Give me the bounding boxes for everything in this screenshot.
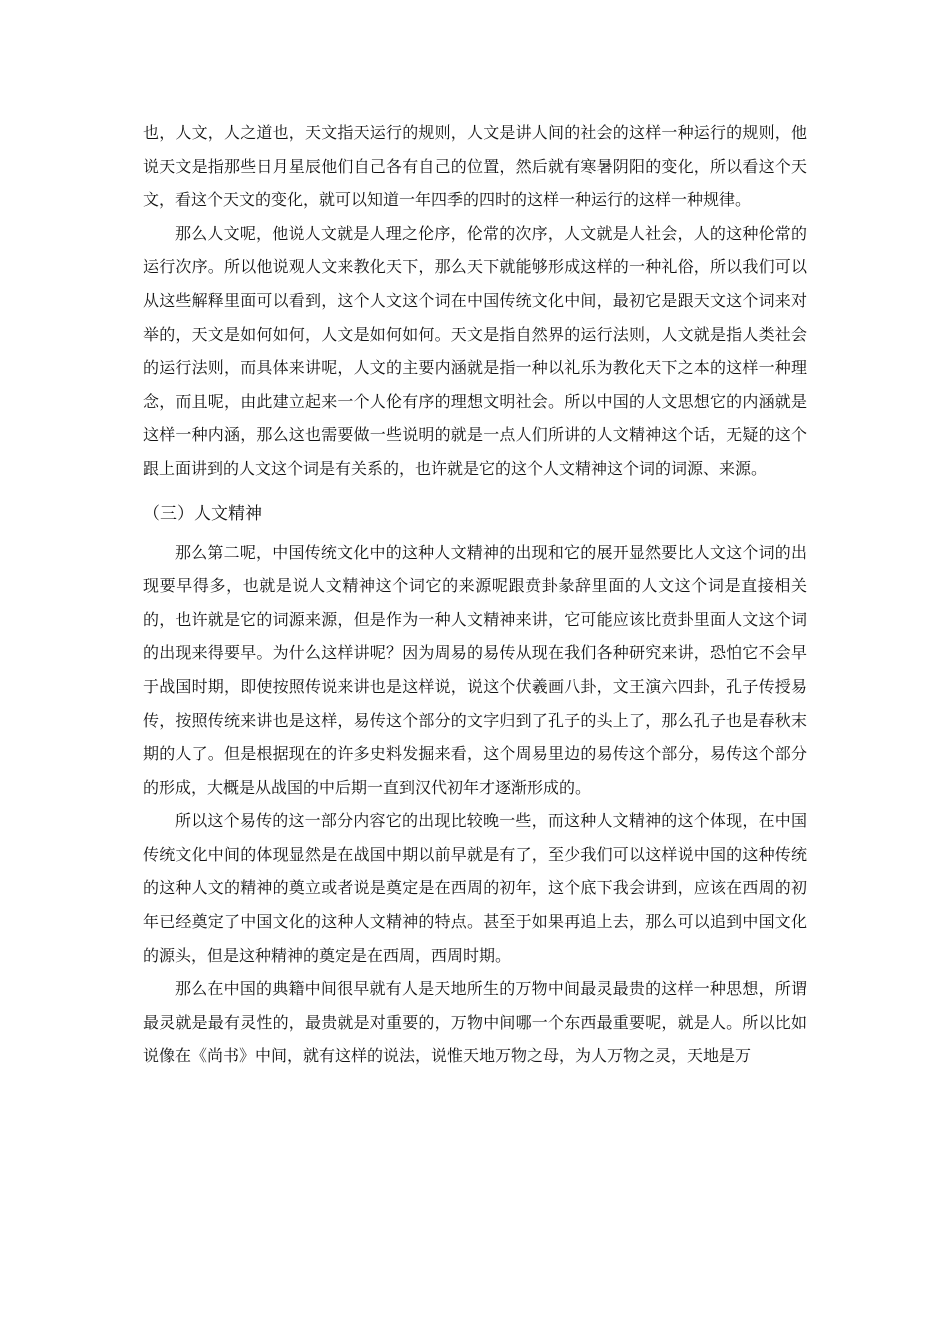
paragraph-4: 所以这个易传的这一部分内容它的出现比较晚一些，而这种人文精神的这个体现，在中国传统文化中间的体现显然是在战国中期以前早就是有了，至少我们可以这样说中国的这种传统的这种人文的精神的奠立或者说是奠定是在西周的初年，这个底下我会讲到，应该在西周的初年已经奠定了中国文化的这种人文精神的特点。甚至于如果再追上去，那么可以追到中国文化的源头，但是这种精神的奠定是在西周，西周时期。 (143, 811, 807, 965)
paragraph-5: 那么在中国的典籍中间很早就有人是天地所生的万物中间最灵最贵的这样一种思想，所谓最灵就是最有灵性的，最贵就是对重要的，万物中间哪一个东西最重要呢，就是人。所以比如说像在《尚书》中间，就有这样的说法，说惟天地万物之母，为人万物之灵，天地是万 (143, 979, 807, 1066)
paragraph-3: 那么第二呢，中国传统文化中的这种人文精神的出现和它的展开显然要比人文这个词的出现要早得多，也就是说人文精神这个词它的来源呢跟贲卦彖辞里面的人文这个词是直接相关的，也许就是它的词源来源，但是作为一种人文精神来讲，它可能应该比贲卦里面人文这个词的出现来得要早。为什么这样讲呢？因为周易的易传从现在我们各种研究来讲，恐怕它不会早于战国时期，即使按照传说来讲也是这样说，说这个伏羲画八卦，文王演六四卦，孔子传授易传，按照传统来讲也是这样，易传这个部分的文字归到了孔子的头上了，那么孔子也是春秋末期的人了。但是根据现在的许多史料发掘来看，这个周易里边的易传这个部分，易传这个部分的形成，大概是从战国的中后期一直到汉代初年才逐渐形成的。 (143, 542, 807, 797)
section-heading: （三）人文精神 (143, 503, 262, 524)
paragraph-1: 也，人文，人之道也，天文指天运行的规则，人文是讲人间的社会的这样一种运行的规则，他说天文是指那些日月星辰他们自己各有自己的位置，然后就有寒暑阴阳的变化，所以看这个天文，看这个天文的变化，就可以知道一年四季的四时的这样一种运行的这样一种规律。 (143, 123, 807, 210)
document-body (143, 116, 807, 1073)
paragraph-2: 那么人文呢，他说人文就是人理之伦序，伦常的次序，人文就是人社会，人的这种伦常的运行次序。所以他说观人文来教化天下，那么天下就能够形成这样的一种礼俗，所以我们可以从这些解释里面可以看到，这个人文这个词在中国传统文化中间，最初它是跟天文这个词来对举的，天文是如何如何，人文是如何如何。天文是指自然界的运行法则，人文就是指人类社会的运行法则，而具体来讲呢，人文的主要内涵就是指一种以礼乐为教化天下之本的这样一种理念，而且呢，由此建立起来一个人伦有序的理想文明社会。所以中国的人文思想它的内涵就是这样一种内涵，那么这也需要做一些说明的就是一点人们所讲的人文精神这个话，无疑的这个跟上面讲到的人文这个词是有关系的，也许就是它的这个人文精神这个词的词源、来源。 (143, 223, 807, 478)
